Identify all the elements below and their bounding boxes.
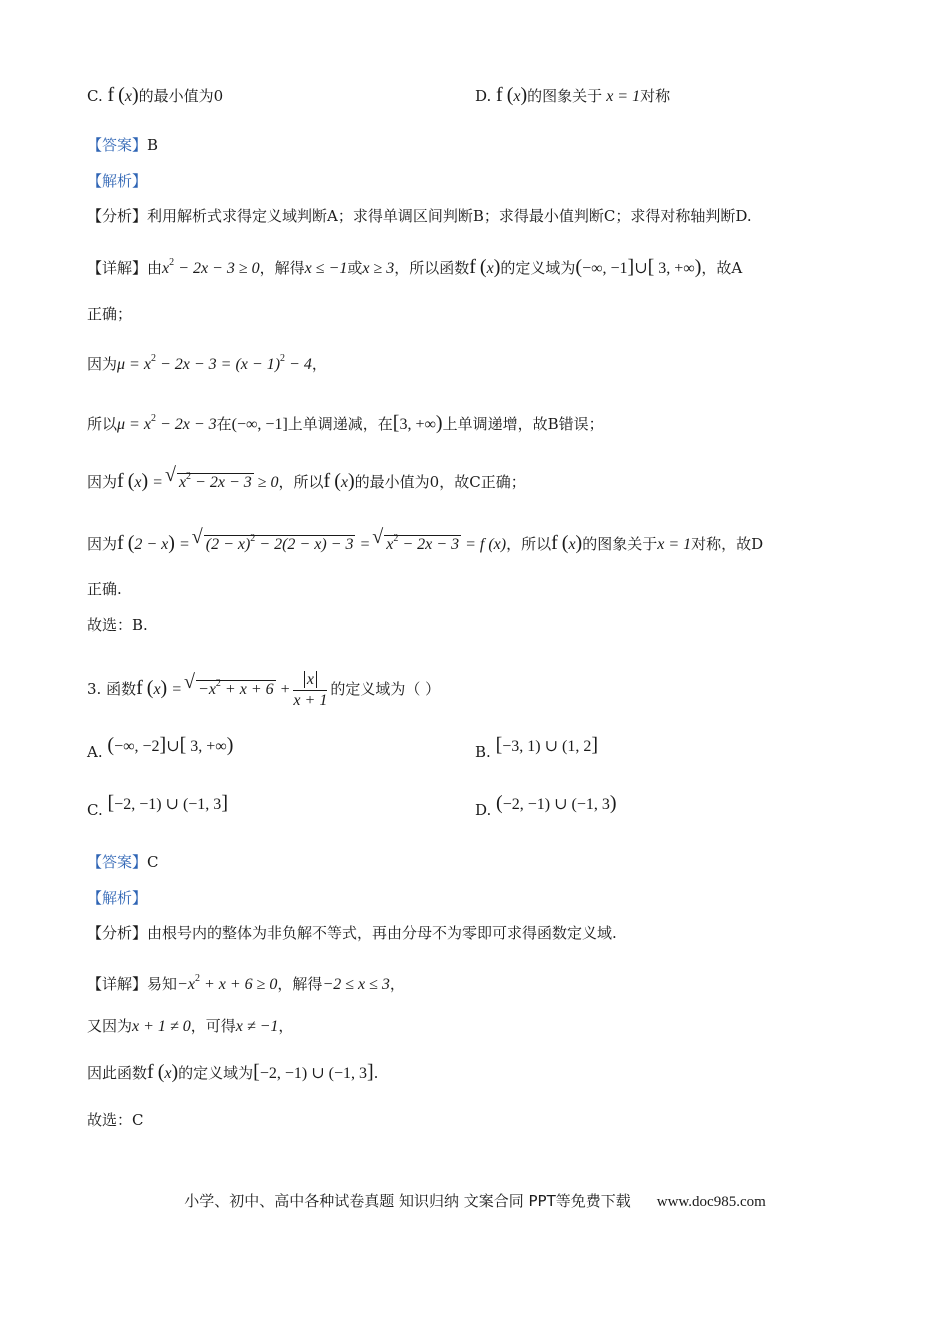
formula: x ≤ −1 bbox=[304, 260, 348, 277]
text: 的图象关于 bbox=[582, 535, 658, 553]
detail-line-1 bbox=[87, 252, 742, 280]
formula: $\mu = x^2 - 2x - 3$ bbox=[117, 413, 217, 433]
formula: $\mu = x^2 - 2x - 3 = (x - 1)^2 - 4$ bbox=[117, 353, 312, 373]
text: 的最小值为0，故C正确； bbox=[354, 473, 526, 491]
q3-detail-line-3 bbox=[87, 1061, 378, 1085]
formula: x = 1 bbox=[657, 536, 692, 553]
footer-link[interactable]: www.doc985.com bbox=[656, 1194, 766, 1210]
formula: [3, +∞) bbox=[392, 412, 443, 434]
page-footer bbox=[0, 1190, 950, 1211]
text: 正确. bbox=[87, 580, 122, 598]
q3-option-b bbox=[475, 734, 599, 764]
formula: (−∞, −1] bbox=[231, 416, 288, 433]
formula: −2 ≤ x ≤ 3 bbox=[322, 976, 390, 993]
formula: x ≥ 3 bbox=[362, 260, 395, 277]
detail-line-3 bbox=[87, 348, 327, 376]
text: 上单调递减，在 bbox=[287, 415, 393, 433]
option-c bbox=[87, 84, 223, 108]
detail-tag: 【详解】 bbox=[87, 975, 148, 993]
text: 所以 bbox=[87, 415, 118, 433]
answer-tag: 【答案】 bbox=[87, 136, 148, 154]
detail-line-4 bbox=[87, 408, 604, 436]
q3-detail-line-2 bbox=[87, 1015, 293, 1038]
formula: (−∞, −2]∪[ 3, +∞) bbox=[107, 734, 234, 756]
option-text: 对称 bbox=[640, 87, 671, 105]
formula: f (x) bbox=[469, 256, 501, 278]
detail-line-8 bbox=[87, 614, 148, 636]
text: 易知 bbox=[147, 975, 178, 993]
option-letter: C. bbox=[87, 801, 103, 819]
formula: [−2, −1) ∪ (−1, 3] bbox=[107, 792, 228, 814]
q3-option-d bbox=[475, 792, 617, 822]
text: ， bbox=[389, 975, 405, 993]
text: 的定义域为 bbox=[500, 259, 576, 277]
formula: $-x^2 + x + 6 \ge 0$ bbox=[177, 973, 278, 993]
option-letter: B. bbox=[475, 743, 491, 761]
text: 又因为 bbox=[87, 1017, 133, 1035]
answer-value: C bbox=[147, 853, 159, 871]
detail-line-7 bbox=[87, 578, 122, 600]
answer-line bbox=[87, 851, 159, 873]
text: ， bbox=[311, 355, 327, 373]
text: 因为 bbox=[87, 473, 118, 491]
text: 在 bbox=[216, 415, 232, 433]
text: ，解得 bbox=[277, 975, 323, 993]
formula: f (2 − x) = √ $(2 - x)^2 - 2(2 - x) - 3$ = √ $x^2 - 2x - 3 = f$ (x) bbox=[117, 536, 506, 553]
text: 故选：C bbox=[87, 1111, 144, 1129]
fenxi-line bbox=[87, 922, 617, 944]
fenxi-text: 利用解析式求得定义域判断A；求得单调区间判断B；求得最小值判断C；求得对称轴判断D. bbox=[147, 207, 752, 225]
option-text: 的最小值为0 bbox=[138, 87, 224, 105]
q3-option-a bbox=[87, 734, 234, 764]
formula: $x^2 - 2x - 3 \ge 0$ bbox=[162, 257, 260, 277]
formula: (−∞, −1]∪[ 3, +∞) bbox=[575, 256, 702, 278]
text: 由 bbox=[147, 259, 163, 277]
option-text: 的图象关于 bbox=[527, 87, 603, 105]
formula: [−2, −1) ∪ (−1, 3] bbox=[253, 1061, 374, 1083]
text: 3. 函数 bbox=[87, 680, 137, 698]
text: 或 bbox=[347, 259, 363, 277]
text: . bbox=[373, 1064, 379, 1082]
option-d bbox=[475, 84, 670, 108]
formula: x + 1 ≠ 0 bbox=[132, 1018, 191, 1035]
answer-line bbox=[87, 134, 158, 156]
analysis-tag bbox=[87, 170, 147, 192]
text: 正确； bbox=[87, 305, 133, 323]
option-letter: A. bbox=[87, 743, 103, 761]
answer-tag: 【答案】 bbox=[87, 853, 148, 871]
text: 因此函数 bbox=[87, 1064, 148, 1082]
text: 对称，故D bbox=[691, 535, 764, 553]
q3-detail-line-4 bbox=[87, 1109, 143, 1131]
formula: f (x) bbox=[323, 470, 355, 492]
formula: f (x) bbox=[147, 1061, 179, 1083]
fenxi-tag: 【分析】 bbox=[87, 924, 148, 942]
formula: f (x) bbox=[107, 84, 139, 106]
text: ，故A bbox=[701, 259, 743, 277]
text: ，所以 bbox=[506, 535, 552, 553]
text: 的定义域为（ ） bbox=[330, 680, 441, 698]
text: ，可得 bbox=[190, 1017, 236, 1035]
option-letter: D. bbox=[475, 87, 492, 105]
text: 因为 bbox=[87, 535, 118, 553]
fenxi-line bbox=[87, 205, 752, 227]
text: ，所以函数 bbox=[394, 259, 470, 277]
analysis-tag bbox=[87, 887, 147, 909]
formula: f (x) bbox=[551, 532, 583, 554]
detail-line-6 bbox=[87, 528, 763, 556]
detail-line-5 bbox=[87, 466, 526, 494]
formula: [−3, 1) ∪ (1, 2] bbox=[495, 734, 599, 756]
fenxi-text: 由根号内的整体为非负解不等式，再由分母不为零即可求得函数定义域. bbox=[147, 924, 617, 942]
formula: f (x) = √ $-x^2 + x + 6$ + $\frac{x}{x + 1}$ bbox=[136, 681, 330, 698]
question-3-stem bbox=[87, 662, 440, 712]
text: 故选：B. bbox=[87, 616, 148, 634]
text: 因为 bbox=[87, 355, 118, 373]
tag-text: 【解析】 bbox=[87, 172, 148, 190]
option-letter: D. bbox=[475, 801, 492, 819]
formula: f (x) = √ $x^2 - 2x - 3 \ge 0$ bbox=[117, 474, 279, 491]
footer-text: 小学、初中、高中各种试卷真题 知识归纳 文案合同 PPT等免费下载 bbox=[184, 1192, 631, 1210]
text: ， bbox=[278, 1017, 294, 1035]
formula: f (x) bbox=[496, 84, 528, 106]
q3-option-c bbox=[87, 792, 228, 822]
detail-tag: 【详解】 bbox=[87, 259, 148, 277]
text: 的定义域为 bbox=[178, 1064, 254, 1082]
detail-line-2 bbox=[87, 303, 132, 325]
answer-value: B bbox=[147, 136, 159, 154]
option-letter: C. bbox=[87, 87, 103, 105]
text: 上单调递增，故B错误； bbox=[442, 415, 604, 433]
tag-text: 【解析】 bbox=[87, 889, 148, 907]
q3-detail-line-1 bbox=[87, 968, 405, 996]
fenxi-tag: 【分析】 bbox=[87, 207, 148, 225]
formula: (−2, −1) ∪ (−1, 3) bbox=[496, 792, 617, 814]
formula: x = 1 bbox=[602, 88, 641, 105]
text: ，所以 bbox=[278, 473, 324, 491]
formula: x ≠ −1 bbox=[235, 1018, 279, 1035]
text: ，解得 bbox=[259, 259, 305, 277]
